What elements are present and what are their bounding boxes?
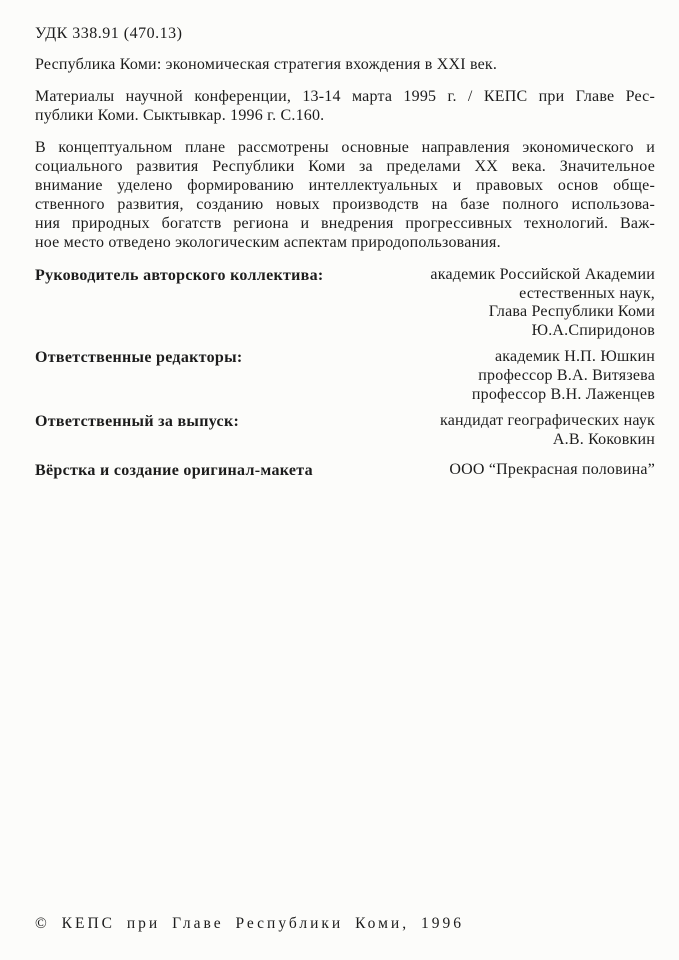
credit-value-line: А.В. Коковкин [552, 430, 655, 448]
abstract-line: внимание уделено формированию интеллектуальных и правовых основ обще- [35, 177, 655, 194]
credit-value-line: естественных наук, [519, 284, 655, 302]
credit-label: Ответственный за выпуск: [35, 413, 240, 431]
credit-row-layout [35, 461, 655, 480]
credit-label: Вёрстка и создание оригинал-макета [35, 462, 313, 480]
credit-value [239, 412, 655, 449]
credit-value [313, 461, 655, 480]
credit-value-line: Ю.А.Спиридонов [531, 321, 655, 339]
abstract-line: ния природных богатств региона и внедрения прогрессивных технологий. Важ- [35, 215, 655, 232]
credit-value-line: ООО “Прекрасная половина” [449, 461, 655, 479]
credit-value-line: профессор В.А. Витязева [478, 366, 655, 384]
copyright-line: © КЕПС при Главе Республики Коми, 1996 [35, 915, 464, 932]
credit-row-editors [35, 348, 655, 404]
abstract-line: социального развития Республики Коми за пределами XX века. Значительное [35, 158, 655, 175]
credit-value-line: академик Российской Академии [430, 266, 655, 283]
abstract-line: В концептуальном плане рассмотрены основные направления экономического и [35, 139, 655, 156]
credit-label: Ответственные редакторы: [35, 349, 243, 367]
book-title: Республика Коми: экономическая стратегия вхождения в XXI век. [35, 56, 498, 73]
abstract-line: ное место отведено экологическим аспектам природопользования. [35, 234, 501, 251]
abstract-line: ственного развития, созданию новых производств на базе полного использова- [35, 196, 655, 213]
bibliography-line: Материалы научной конференции, 13-14 марта 1995 г. / КЕПС при Главе Рес- [35, 88, 655, 105]
credit-value-line: профессор В.Н. Лаженцев [471, 385, 655, 403]
bibliography-line: публики Коми. Сыктывкар. 1996 г. С.160. [35, 107, 325, 124]
credit-value [243, 348, 655, 404]
abstract-paragraph [35, 138, 655, 252]
bibliographic-description [35, 87, 655, 125]
udk-code: УДК 338.91 (470.13) [35, 25, 183, 42]
credit-value [324, 266, 655, 340]
credit-value-line: академик Н.П. Юшкин [494, 348, 655, 366]
credit-row-team-leader [35, 266, 655, 340]
credit-value-line: кандидат географических наук [440, 412, 655, 430]
credit-row-issue-manager [35, 412, 655, 449]
credit-label: Руководитель авторского коллектива: [35, 267, 324, 284]
credit-value-line: Глава Республики Коми [488, 303, 655, 321]
credits-section [35, 266, 655, 480]
